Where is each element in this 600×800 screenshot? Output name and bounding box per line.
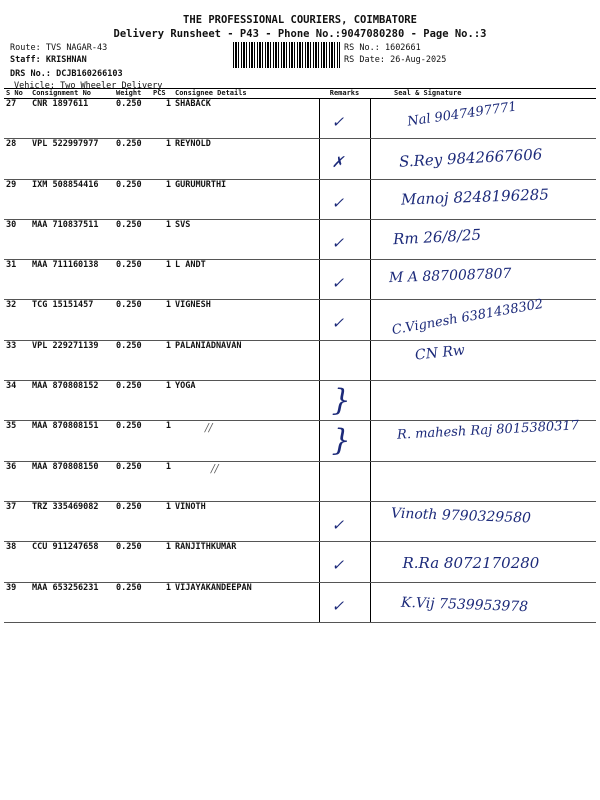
handwritten-signature: C.Vignesh 6381438302 <box>390 297 544 339</box>
row-sno: 34 <box>4 381 30 421</box>
row-signature <box>370 219 596 259</box>
drs-line: DRS No.: DCJB160266103 <box>10 69 123 79</box>
row-remarks <box>319 99 370 139</box>
row-remarks <box>319 340 370 380</box>
handwritten-signature: Manoj 8248196285 <box>400 185 549 209</box>
row-consignment-no: MAA 710837511 <box>30 219 114 259</box>
row-consignee: RANJITHKUMAR <box>173 542 319 582</box>
row-signature <box>370 139 596 179</box>
row-pcs: 1 <box>151 179 173 219</box>
row-sno: 36 <box>4 461 30 501</box>
vehicle-value: Two Wheeler Delivery <box>60 81 163 91</box>
row-remarks <box>319 139 370 179</box>
route-line: Route: TVS NAGAR-43 <box>10 43 108 53</box>
staff-line: Staff: KRISHNAN <box>10 55 87 65</box>
row-signature <box>370 501 596 541</box>
row-remarks <box>319 300 370 340</box>
table-row <box>4 381 596 421</box>
table-row <box>4 219 596 259</box>
row-signature <box>370 179 596 219</box>
table-row <box>4 582 596 622</box>
ditto-mark: // <box>211 461 219 475</box>
row-signature <box>370 340 596 380</box>
row-consignee: YOGA <box>173 381 319 421</box>
row-pcs: 1 <box>151 461 173 501</box>
row-remarks <box>319 260 370 300</box>
row-weight: 0.250 <box>114 501 151 541</box>
rs-no-value: 1602661 <box>384 43 421 53</box>
remark-mark: ✓ <box>331 596 345 615</box>
row-consignment-no: MAA 870808152 <box>30 381 114 421</box>
table-row <box>4 421 596 461</box>
row-consignment-no: IXM 508854416 <box>30 179 114 219</box>
col-signature: Seal & Signature <box>370 89 596 99</box>
row-consignee: L ANDT <box>173 260 319 300</box>
handwritten-signature: K.Vij 7539953978 <box>400 594 528 615</box>
remark-mark: ✓ <box>331 556 345 575</box>
company-title: THE PROFESSIONAL COURIERS, COIMBATORE <box>183 14 417 26</box>
col-consignee: Consignee Details <box>173 89 319 99</box>
table-row <box>4 99 596 139</box>
row-pcs: 1 <box>151 582 173 622</box>
row-weight: 0.250 <box>114 340 151 380</box>
runsheet-table <box>4 88 596 623</box>
row-consignee: REYNOLD <box>173 139 319 179</box>
row-signature <box>370 297 596 340</box>
col-consignment: Consignment No <box>30 89 114 99</box>
row-signature <box>370 260 596 300</box>
row-sno: 31 <box>4 260 30 300</box>
handwritten-signature: S.Rey 9842667606 <box>398 145 543 172</box>
rs-date-line: RS Date: 26-Aug-2025 <box>344 55 447 65</box>
col-weight: Weight <box>114 89 151 99</box>
row-signature <box>370 381 596 421</box>
row-remarks <box>319 179 370 219</box>
handwritten-signature: Rm 26/8/25 <box>392 225 482 249</box>
ditto-mark: // <box>205 421 213 435</box>
table-row <box>4 542 596 582</box>
row-consignee: VINOTH <box>173 501 319 541</box>
table-row <box>4 501 596 541</box>
col-sno: S No <box>4 89 30 99</box>
row-sno: 30 <box>4 219 30 259</box>
rs-no-line: RS No.: 1602661 <box>344 43 421 53</box>
table-row <box>4 179 596 219</box>
row-pcs: 1 <box>151 99 173 139</box>
col-remarks: Remarks <box>319 89 370 99</box>
row-weight: 0.250 <box>114 99 151 139</box>
row-signature <box>370 582 596 622</box>
remark-mark: } <box>331 383 351 419</box>
table-body <box>4 99 596 623</box>
row-consignee: PALANIADNAVAN <box>173 340 319 380</box>
handwritten-signature: R.Ra 8072170280 <box>402 554 540 573</box>
row-remarks <box>319 582 370 622</box>
col-pcs: PCS <box>151 89 173 99</box>
row-sno: 28 <box>4 139 30 179</box>
row-sno: 27 <box>4 99 30 139</box>
row-consignment-no: CNR 1897611 <box>30 99 114 139</box>
row-weight: 0.250 <box>114 139 151 179</box>
row-consignee: VIGNESH <box>173 300 319 340</box>
row-consignment-no: TCG 15151457 <box>30 300 114 340</box>
remark-mark: ✓ <box>331 274 345 293</box>
table-header <box>4 89 596 99</box>
handwritten-signature: Vinoth 9790329580 <box>390 505 531 527</box>
row-pcs: 1 <box>151 260 173 300</box>
remark-mark: ✓ <box>331 113 345 131</box>
row-remarks <box>319 421 370 461</box>
row-pcs: 1 <box>151 501 173 541</box>
row-sno: 32 <box>4 300 30 340</box>
table-row <box>4 139 596 179</box>
row-signature <box>370 542 596 582</box>
row-pcs: 1 <box>151 381 173 421</box>
remark-mark: ✓ <box>331 515 345 534</box>
staff-value: KRISHNAN <box>45 55 87 65</box>
row-consignment-no: VPL 229271139 <box>30 340 114 380</box>
rs-date-value: 26-Aug-2025 <box>390 55 447 65</box>
table-row <box>4 461 596 501</box>
remark-mark: ✗ <box>331 153 345 172</box>
row-remarks <box>319 219 370 259</box>
drs-value: DCJB160266103 <box>56 69 123 79</box>
handwritten-signature: M A 8870087807 <box>388 266 512 287</box>
handwritten-signature: CN Rw <box>413 342 466 364</box>
row-remarks <box>319 501 370 541</box>
row-consignment-no: MAA 870808151 <box>30 421 114 461</box>
handwritten-signature: R. mahesh Raj 8015380317 <box>396 418 579 444</box>
row-weight: 0.250 <box>114 421 151 461</box>
runsheet-subtitle: Delivery Runsheet - P43 - Phone No.:9047080280 - Page No.:3 <box>113 28 487 40</box>
row-pcs: 1 <box>151 340 173 380</box>
row-weight: 0.250 <box>114 219 151 259</box>
row-weight: 0.250 <box>114 179 151 219</box>
row-weight: 0.250 <box>114 381 151 421</box>
row-sno: 33 <box>4 340 30 380</box>
table-row <box>4 260 596 300</box>
barcode <box>233 42 340 68</box>
row-weight: 0.250 <box>114 300 151 340</box>
row-sno: 39 <box>4 582 30 622</box>
row-weight: 0.250 <box>114 461 151 501</box>
row-consignee: GURUMURTHI <box>173 179 319 219</box>
row-signature <box>370 99 596 139</box>
remark-mark: ✓ <box>331 314 345 333</box>
row-remarks <box>319 461 370 501</box>
row-pcs: 1 <box>151 139 173 179</box>
row-signature <box>370 418 596 461</box>
row-weight: 0.250 <box>114 260 151 300</box>
row-weight: 0.250 <box>114 542 151 582</box>
row-consignee: VIJAYAKANDEEPAN <box>173 582 319 622</box>
remark-mark: } <box>331 423 351 459</box>
table-row <box>4 300 596 340</box>
meta-left <box>10 42 162 92</box>
row-consignee <box>173 461 319 501</box>
row-pcs: 1 <box>151 542 173 582</box>
route-value: TVS NAGAR-43 <box>45 43 108 53</box>
row-consignment-no: MAA 870808150 <box>30 461 114 501</box>
row-consignee <box>173 421 319 461</box>
row-consignee: SHABACK <box>173 99 319 139</box>
row-consignment-no: MAA 653256231 <box>30 582 114 622</box>
meta-right <box>344 42 446 66</box>
handwritten-signature: Nal 9047497771 <box>405 99 518 130</box>
table-row <box>4 340 596 380</box>
row-sno: 29 <box>4 179 30 219</box>
row-consignment-no: CCU 911247658 <box>30 542 114 582</box>
row-pcs: 1 <box>151 219 173 259</box>
row-consignment-no: VPL 522997977 <box>30 139 114 179</box>
row-sno: 35 <box>4 421 30 461</box>
row-signature <box>370 461 596 501</box>
row-sno: 37 <box>4 501 30 541</box>
row-consignment-no: TRZ 335469082 <box>30 501 114 541</box>
row-consignee: SVS <box>173 219 319 259</box>
remark-mark: ✓ <box>331 233 345 252</box>
remark-mark: ✓ <box>331 193 345 212</box>
vehicle-line: Vehicle: Two Wheeler Delivery <box>14 81 163 91</box>
row-weight: 0.250 <box>114 582 151 622</box>
row-pcs: 1 <box>151 300 173 340</box>
row-pcs: 1 <box>151 421 173 461</box>
row-sno: 38 <box>4 542 30 582</box>
row-remarks <box>319 381 370 421</box>
row-consignment-no: MAA 711160138 <box>30 260 114 300</box>
row-remarks <box>319 542 370 582</box>
